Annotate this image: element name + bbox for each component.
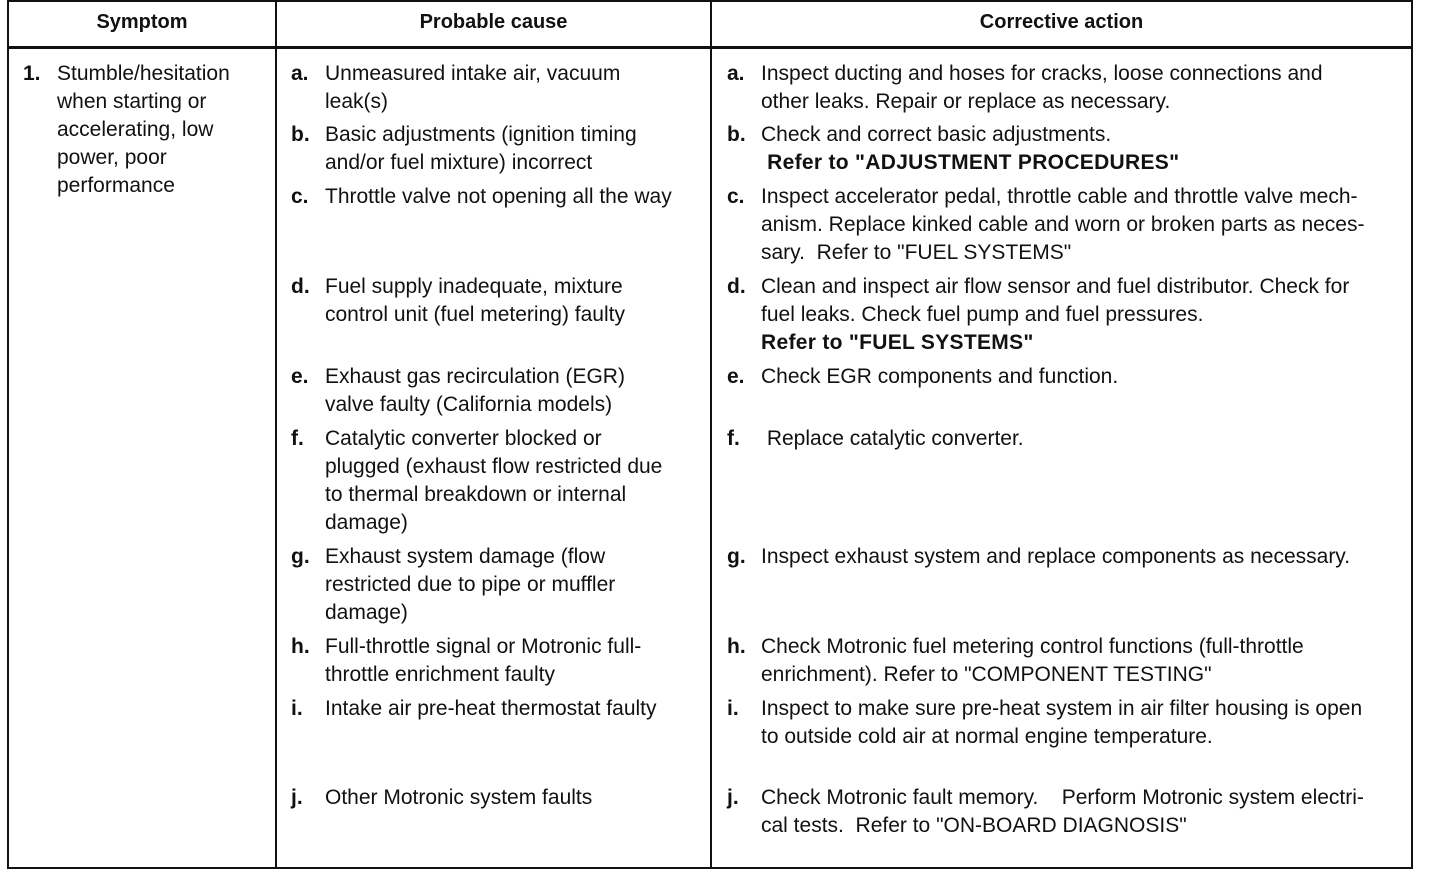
action-line: sary. Refer to "FUEL SYSTEMS": [761, 241, 1072, 264]
header-probable-cause: Probable cause: [419, 11, 568, 33]
action-line: Replace catalytic converter.: [761, 427, 1024, 450]
cause-text: [325, 633, 703, 689]
cause-text: [325, 60, 703, 116]
header-corrective-action: Corrective action: [979, 11, 1144, 33]
cause-item: [291, 60, 703, 116]
cause-item: [291, 425, 703, 537]
header-divider: [9, 46, 1411, 49]
cause-line: Throttle valve not opening all the way: [325, 185, 672, 208]
action-text: [761, 363, 1407, 391]
cause-line: damage): [325, 511, 408, 534]
action-line: Check Motronic fault memory. Perform Motronic system electri-: [761, 786, 1364, 809]
cause-text: [325, 183, 703, 211]
action-item: [727, 695, 1407, 751]
cause-letter: a.: [291, 62, 309, 85]
action-reference: Refer to "ADJUSTMENT PROCEDURES": [761, 151, 1180, 174]
action-letter: f.: [727, 427, 740, 450]
cause-item: [291, 363, 703, 419]
cause-line: leak(s): [325, 90, 389, 113]
cause-line: Fuel supply inadequate, mixture: [325, 275, 623, 298]
action-item: [727, 633, 1407, 689]
cause-letter: g.: [291, 545, 310, 568]
action-reference: Refer to "FUEL SYSTEMS": [761, 331, 1034, 354]
action-line: enrichment). Refer to "COMPONENT TESTING": [761, 663, 1212, 686]
cause-letter: i.: [291, 697, 303, 720]
cause-line: valve faulty (California models): [325, 393, 613, 416]
cause-text: [325, 695, 703, 723]
symptom-line: when starting or: [57, 90, 207, 113]
action-line: Inspect exhaust system and replace components as necessary.: [761, 545, 1351, 568]
column-divider-2: [710, 2, 712, 867]
action-line: Check EGR components and function.: [761, 365, 1119, 388]
symptom-line: accelerating, low: [57, 118, 214, 141]
cause-text: [325, 543, 703, 627]
cause-item: [291, 633, 703, 689]
action-letter: e.: [727, 365, 745, 388]
symptom-line: power, poor: [57, 146, 167, 169]
action-line: Check Motronic fuel metering control functions (full-throttle: [761, 635, 1304, 658]
cause-item: [291, 273, 703, 329]
cause-line: Other Motronic system faults: [325, 786, 593, 809]
action-item: [727, 784, 1407, 840]
action-line: Inspect accelerator pedal, throttle cable and throttle valve mech-: [761, 185, 1358, 208]
action-letter: h.: [727, 635, 746, 658]
cause-line: throttle enrichment faulty: [325, 663, 555, 686]
cause-text: [325, 784, 703, 812]
action-line: Inspect ducting and hoses for cracks, loose connections and: [761, 62, 1323, 85]
header-symptom: Symptom: [96, 11, 188, 33]
action-line: Check and correct basic adjustments.: [761, 123, 1112, 146]
action-letter: g.: [727, 545, 746, 568]
action-item: [727, 543, 1407, 571]
cause-line: Intake air pre-heat thermostat faulty: [325, 697, 657, 720]
cause-text: [325, 273, 703, 329]
action-item: [727, 60, 1407, 116]
cause-letter: b.: [291, 123, 310, 146]
column-divider-1: [275, 2, 277, 867]
symptom-text: [57, 60, 273, 200]
action-letter: j.: [727, 786, 739, 809]
action-text: [761, 695, 1407, 751]
cause-letter: d.: [291, 275, 310, 298]
action-letter: c.: [727, 185, 745, 208]
cause-item: [291, 121, 703, 177]
action-text: [761, 543, 1407, 571]
cause-line: damage): [325, 601, 408, 624]
action-line: anism. Replace kinked cable and worn or broken parts as neces-: [761, 213, 1365, 236]
cause-item: [291, 695, 703, 723]
action-text: [761, 183, 1407, 267]
symptom-number: 1.: [23, 62, 41, 85]
action-text: [761, 425, 1407, 453]
troubleshooting-table: [7, 0, 1413, 869]
cause-letter: h.: [291, 635, 310, 658]
action-text: [761, 121, 1407, 177]
cause-line: Basic adjustments (ignition timing: [325, 123, 637, 146]
cause-text: [325, 121, 703, 177]
cause-item: [291, 183, 703, 211]
action-letter: d.: [727, 275, 746, 298]
cause-letter: f.: [291, 427, 304, 450]
cause-line: control unit (fuel metering) faulty: [325, 303, 625, 326]
cause-line: Exhaust system damage (flow: [325, 545, 606, 568]
cause-text: [325, 363, 703, 419]
action-line: Clean and inspect air flow sensor and fuel distributor. Check for: [761, 275, 1350, 298]
cause-line: Catalytic converter blocked or: [325, 427, 602, 450]
action-letter: i.: [727, 697, 739, 720]
action-item: [727, 363, 1407, 391]
cause-letter: j.: [291, 786, 303, 809]
action-line: Inspect to make sure pre-heat system in air filter housing is open: [761, 697, 1363, 720]
cause-line: Exhaust gas recirculation (EGR): [325, 365, 625, 388]
action-line: to outside cold air at normal engine temperature.: [761, 725, 1213, 748]
cause-line: restricted due to pipe or muffler: [325, 573, 616, 596]
action-item: [727, 121, 1407, 177]
action-line: fuel leaks. Check fuel pump and fuel pressures.: [761, 303, 1204, 326]
action-line: cal tests. Refer to "ON-BOARD DIAGNOSIS": [761, 814, 1187, 837]
cause-letter: c.: [291, 185, 309, 208]
cause-text: [325, 425, 703, 537]
action-item: [727, 183, 1407, 267]
action-text: [761, 273, 1407, 357]
cause-line: plugged (exhaust flow restricted due: [325, 455, 663, 478]
action-item: [727, 425, 1407, 453]
action-line: other leaks. Repair or replace as necessary.: [761, 90, 1171, 113]
cause-line: and/or fuel mixture) incorrect: [325, 151, 593, 174]
symptom-line: performance: [57, 174, 175, 197]
action-item: [727, 273, 1407, 357]
cause-item: [291, 543, 703, 627]
action-text: [761, 60, 1407, 116]
cause-line: to thermal breakdown or internal: [325, 483, 627, 506]
cause-line: Unmeasured intake air, vacuum: [325, 62, 621, 85]
cause-item: [291, 784, 703, 812]
action-letter: b.: [727, 123, 746, 146]
symptom-line: Stumble/hesitation: [57, 62, 230, 85]
cause-line: Full-throttle signal or Motronic full-: [325, 635, 642, 658]
cause-letter: e.: [291, 365, 309, 388]
symptom-cell: [23, 60, 273, 200]
action-text: [761, 633, 1407, 689]
action-letter: a.: [727, 62, 745, 85]
action-text: [761, 784, 1407, 840]
